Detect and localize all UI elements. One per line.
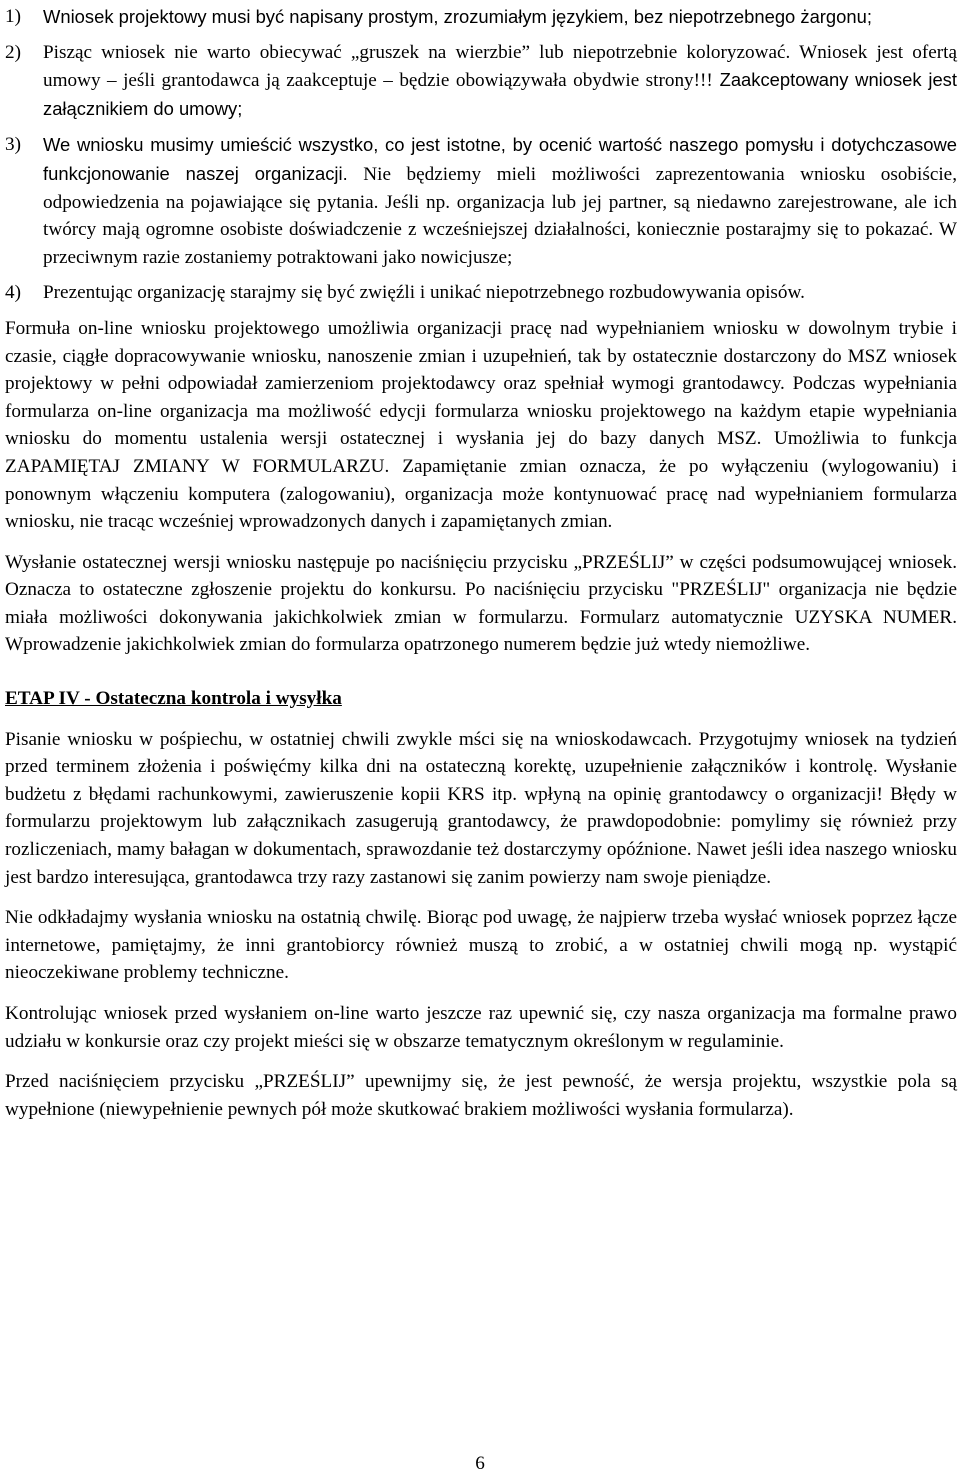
paragraph-haste: Pisanie wniosku w pośpiechu, w ostatniej chwili zwykle mści się na wnioskodawcach. Przygotujmy wniosek na tydzień przed terminem złożenia i poświęćmy kilka dni na ostateczną korektę, uzupełnienie załączników i kontrolę. Wysłanie budżetu z błędami rachunkowymi, zawieruszenie kopii KRS itp. wpłyną na opinię grantodawcy o organizacji! Błędy w formularzu projektowym lub załącznikach zasugerują grantodawcy, że prawdopodobnie: pomylimy się również przy rozliczeniach, mamy bałagan w dokumentach, sprawozdanie też dostarczymy opóźnione. Nawet jeśli idea naszego wniosku jest bardzo interesująca, grantodawca trzy razy zastanowi się zanim powierzy nam swoje pieniądze.: [5, 728, 957, 888]
list-text-serif-part: Pisząc wniosek nie warto obiecywać „gruszek na wierzbie” lub niepotrzebnie koloryzować. Wniosek jest ofertą umowy – jeśli grantodawca ją zaakceptuje – będzie obowiązywała obydwie strony!!!: [43, 41, 957, 92]
paragraph-eligibility: Kontrolując wniosek przed wysłaniem on-line warto jeszcze raz upewnić się, czy nasza organizacja ma formalne prawo udziału w konkursie oraz czy projekt mieści się w obszarze tematycznym określonym w regulaminie.: [5, 1003, 957, 1052]
list-number: 4): [5, 282, 21, 304]
list-text: [43, 39, 957, 124]
section-heading: ETAP IV - Ostateczna kontrola i wysyłka: [5, 688, 342, 710]
page-number: 6: [475, 1453, 485, 1474]
paragraph-final-check: Przed naciśnięciem przycisku „PRZEŚLIJ” upewnijmy się, że jest pewność, że wersja projektu, wszystkie pola są wypełnione (niewypełnienie pewnych pół może skutkować brakiem możliwości wysłania formularza).: [5, 1071, 957, 1120]
list-item-2: [5, 39, 957, 124]
list-number: 1): [5, 6, 21, 27]
list-item-3: [5, 131, 957, 271]
list-text: Wniosek projektowy musi być napisany prostym, zrozumiałym językiem, bez niepotrzebnego żargonu;: [43, 6, 872, 27]
list-text: [43, 131, 957, 271]
list-text-serif-part: Nie będziemy mieli możliwości zaprezentowania wniosku osobiście, odpowiedzenia na pojawiające się pytania. Jeśli np. organizacja lub jej partner, są niedawno zarejestrowane, ale ich twórcy mają ogromne osobiste doświadczenie z wcześniejszej działalności, koniecznie postarajmy się to pokazać. W przeciwnym razie zostaniemy potraktowani jako nowicjusze;: [43, 163, 957, 268]
list-text-sans-part: We wniosku musimy umieścić wszystko, co jest istotne, by ocenić wartość naszego pomysłu i dotychczasowe funkcjonowanie naszej organizacji.: [43, 134, 957, 184]
paragraph-online-form: Formuła on-line wniosku projektowego umożliwia organizacji pracę nad wypełnianiem wniosku w dowolnym trybie i czasie, ciągłe dopracowywanie wniosku, nanoszenie zmian i uzupełnień, tak by ostatecznie dostarczony do MSZ wniosek projektowy w pełni odpowiadał zamierzeniom projektodawcy oraz spełniał wymogi grantodawcy. Podczas wypełniania formularza on-line organizacja ma możliwość edycji formularza wniosku projektowego na każdym etapie wypełniania wniosku do momentu ustalenia wersji ostatecznej i wysłania jej do bazy danych MSZ. Umożliwia to funkcja ZAPAMIĘTAJ ZMIANY W FORMULARZU. Zapamiętanie zmian oznacza, że po wyłączeniu (wylogowaniu) i ponownym włączeniu komputera (zalogowaniu), organizacja może kontynuować pracę nad wypełnianiem formularza wniosku, nie tracąc wcześniej wprowadzonych danych i zapamiętanych zmian.: [5, 317, 957, 533]
list-text: Prezentując organizację starajmy się być zwięźli i unikać niepotrzebnego rozbudowywania opisów.: [43, 282, 805, 304]
list-item-1: [5, 3, 957, 31]
paragraph-last-minute: Nie odkładajmy wysłania wniosku na ostatnią chwilę. Biorąc pod uwagę, że najpierw trzeba wysłać wniosek poprzez łącze internetowe, pamiętajmy, że inni grantobiorcy również muszą to zrobić, a w ostatniej chwili mogą np. wystąpić nieoczekiwane problemy techniczne.: [5, 907, 957, 984]
list-item-4: [5, 279, 957, 307]
list-number: 3): [5, 134, 21, 156]
list-text-sans-part: Zaakceptowany wniosek jest załącznikiem do umowy;: [43, 69, 957, 119]
list-number: 2): [5, 41, 21, 63]
paragraph-submission: Wysłanie ostatecznej wersji wniosku następuje po naciśnięciu przycisku „PRZEŚLIJ” w części podsumowującej wniosek. Oznacza to ostateczne zgłoszenie projektu do konkursu. Po naciśnięciu przycisku "PRZEŚLIJ" organizacja nie będzie miała możliwości dokonywania jakichkolwiek zmian w formularzu. Formularz automatycznie UZYSKA NUMER. Wprowadzenie jakichkolwiek zmian do formularza opatrzonego numerem będzie już wtedy niemożliwe.: [5, 551, 957, 656]
document-page: [5, 3, 957, 1136]
